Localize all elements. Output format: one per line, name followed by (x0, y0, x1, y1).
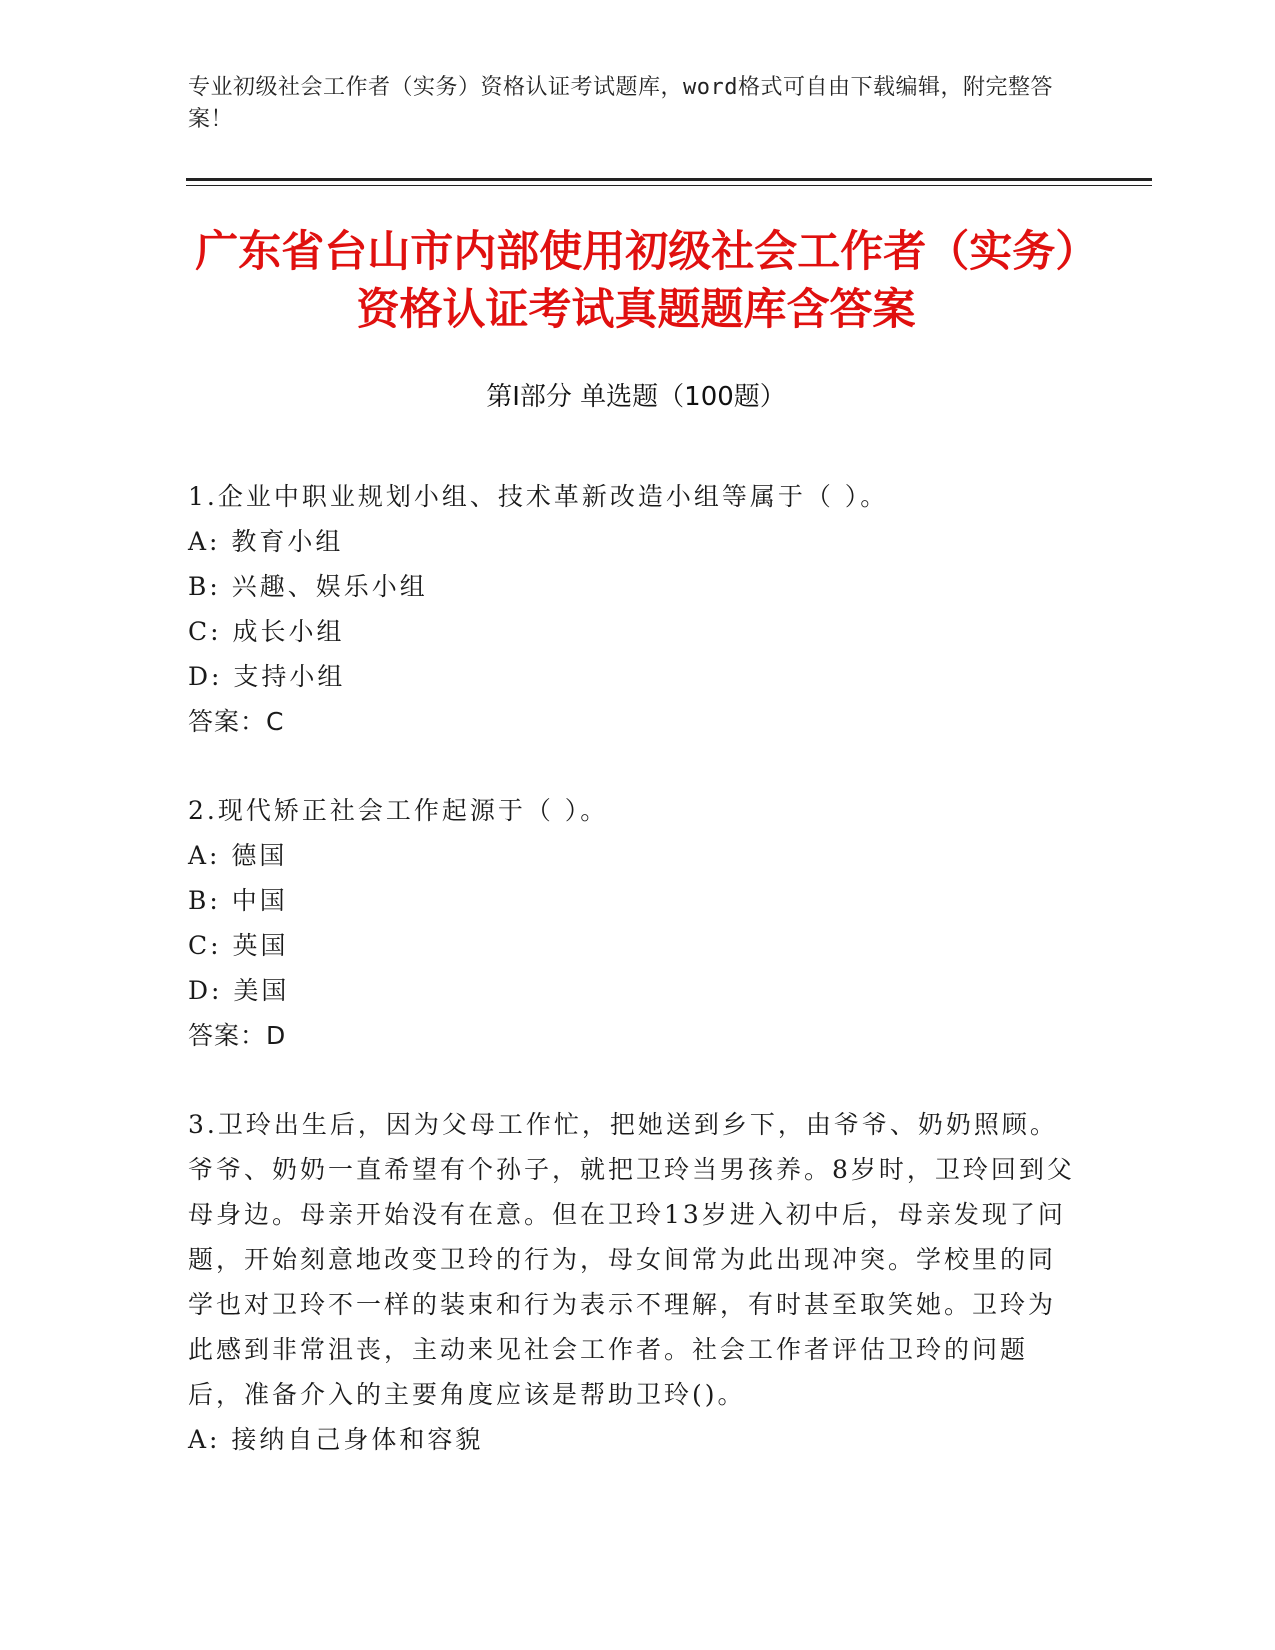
answer: 答案：C (188, 707, 285, 736)
option-a: A: 接纳自己身体和容貌 (188, 1425, 484, 1454)
option-b: B: 中国 (188, 886, 288, 915)
header-note: 专业初级社会工作者（实务）资格认证考试题库，word格式可自由下载编辑，附完整答案！ (188, 75, 1053, 132)
option-d: D: 美国 (188, 976, 290, 1005)
question-text: 2.现代矫正社会工作起源于（ ）。 (188, 796, 609, 825)
option-b: B: 兴趣、娱乐小组 (188, 572, 428, 601)
option-a: A: 德国 (188, 841, 288, 870)
document-title: 广东省台山市内部使用初级社会工作者（实务）资格认证考试真题题库含答案 (195, 227, 1077, 335)
header-rule-thin (186, 185, 1152, 186)
question-2 (188, 788, 1078, 1058)
question-list (188, 474, 1078, 1506)
answer: 答案：D (188, 1021, 287, 1050)
question-3 (188, 1102, 1078, 1462)
option-a: A: 教育小组 (188, 527, 344, 556)
question-text: 3.卫玲出生后，因为父母工作忙，把她送到乡下，由爷爷、奶奶照顾。爷爷、奶奶一直希望有个孙子，就把卫玲当男孩养。8岁时，卫玲回到父母身边。母亲开始没有在意。但在卫玲13岁进入初中后，母亲发现了问题，开始刻意地改变卫玲的行为，母女间常为此出现冲突。学校里的同学也对卫玲不一样的装束和行为表示不理解，有时甚至取笑她。卫玲为此感到非常沮丧，主动来见社会工作者。社会工作者评估卫玲的问题后，准备介入的主要角度应该是帮助卫玲()。 (188, 1110, 1075, 1409)
question-1 (188, 474, 1078, 744)
question-text: 1.企业中职业规划小组、技术革新改造小组等属于（ ）。 (188, 482, 889, 511)
header-rule-thick (186, 178, 1152, 181)
option-c: C: 成长小组 (188, 617, 345, 646)
option-c: C: 英国 (188, 931, 289, 960)
section-title: 第Ⅰ部分 单选题（100题） (486, 382, 786, 412)
option-d: D: 支持小组 (188, 662, 346, 691)
